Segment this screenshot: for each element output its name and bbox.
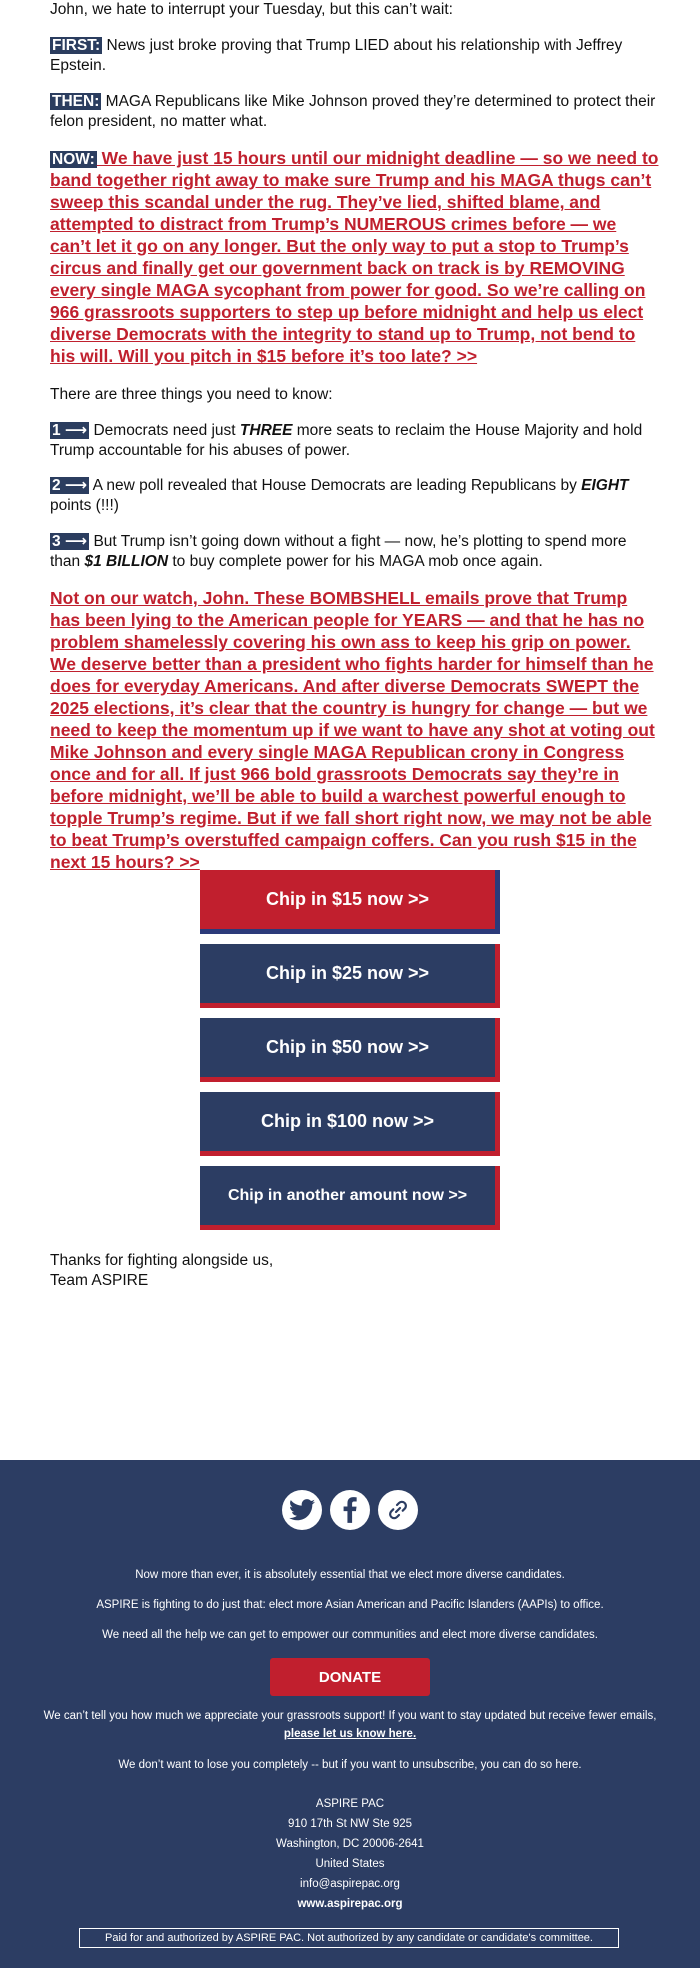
point-2-tag: 2 ⟶ xyxy=(52,477,88,494)
footer-line-1: Now more than ever, it is absolutely essential that we elect more diverse candidates. xyxy=(135,1569,565,1581)
watch-paragraph xyxy=(50,588,660,874)
footer-line-3: We need all the help we can get to empower our communities and elect more diverse candidates. xyxy=(102,1629,598,1641)
address-line-2: Washington, DC 20006-2641 xyxy=(276,1838,424,1850)
three-things-text: There are three things you need to know: xyxy=(50,386,333,403)
then-tag: THEN: xyxy=(52,93,100,110)
watch-donate-link[interactable]: Not on our watch, John. These BOMBSHELL emails prove that Trump has been lying to the American people for YEARS — and that he has no problem shamelessly covering his own ass to keep his grip on power. We deserve better than a president who fights harder for himself than he does for everyday Americans. And after diverse Democrats SWEPT the 2025 elections, it’s clear that the country is hungry for change — but we need to keep the momentum up if we want to have any shot at voting out Mike Johnson and every single MAGA Republican crony in Congress once and for all. If just 966 bold grassroots Democrats say they’re in before midnight, we’ll be able to build a warchest powerful enough to topple Trump’s regime. But if we fall short right now, we may not be able to beat Trump’s overstuffed campaign coffers. Can you rush $15 in the next 15 hours? >> xyxy=(50,588,655,872)
point-1 xyxy=(50,421,660,461)
point-1-emphasis: THREE xyxy=(239,422,293,439)
contact-email[interactable]: info@aspirepac.org xyxy=(300,1878,400,1890)
website-link[interactable]: www.aspirepac.org xyxy=(297,1898,403,1910)
now-donate-link[interactable]: We have just 15 hours until our midnight deadline — so we need to band together right away to make sure Trump and his MAGA thugs can’t sweep this scandal under the rug. They’ve lied, shifted blame, and attempted to distract from Trump’s NUMEROUS crimes before — we can’t let it go on any longer. But the only way to put a stop to Trump’s circus and finally get our government back on track is by REMOVING every single MAGA sycophant from power for good. So we’re calling on 966 grassroots supporters to step up before midnight and help us elect diverse Democrats with the integrity to stand up to Trump, not bend to his will. Will you pitch in $15 before it’s too late? >> xyxy=(50,148,659,366)
point-3-emphasis: $1 BILLION xyxy=(84,553,169,570)
appreciate-text: We can’t tell you how much we appreciate your grassroots support! If you want to stay updated but receive fewer emails, xyxy=(43,1710,657,1722)
chip-100-button[interactable]: Chip in $100 now >> xyxy=(200,1092,500,1156)
chip-15-button[interactable]: Chip in $15 now >> xyxy=(200,870,500,934)
footer xyxy=(0,1460,700,1968)
org-name: ASPIRE PAC xyxy=(315,1798,385,1810)
point-3-pre: But Trump isn’t going down without a fight — now, he’s plotting to spend more than xyxy=(50,533,627,570)
donate-button[interactable]: DONATE xyxy=(270,1658,430,1696)
link-icon[interactable] xyxy=(378,1490,418,1530)
then-paragraph xyxy=(50,92,660,132)
chip-50-button[interactable]: Chip in $50 now >> xyxy=(200,1018,500,1082)
point-3-post: to buy complete power for his MAGA mob once again. xyxy=(168,553,543,570)
address-line-1: 910 17th St NW Ste 925 xyxy=(287,1818,413,1830)
social-links xyxy=(0,1490,700,1530)
first-tag: FIRST: xyxy=(52,37,101,54)
point-3 xyxy=(50,532,660,572)
address-country: United States xyxy=(315,1858,385,1870)
now-tag: NOW: xyxy=(52,151,95,168)
appreciate-link-row xyxy=(0,1728,700,1740)
point-1-post: more seats to reclaim the House Majority and hold Trump accountable for his abuses of power. xyxy=(50,422,643,459)
point-2-post: points (!!!) xyxy=(50,497,119,514)
point-2-emphasis: EIGHT xyxy=(581,477,629,494)
point-2-pre: A new poll revealed that House Democrats are leading Republicans by xyxy=(89,477,582,494)
first-paragraph xyxy=(50,36,660,76)
chip-25-button[interactable]: Chip in $25 now >> xyxy=(200,944,500,1008)
chip-other-button[interactable]: Chip in another amount now >> xyxy=(200,1166,500,1230)
unsubscribe-text[interactable]: We don’t want to lose you completely -- but if you want to unsubscribe, you can do so here. xyxy=(118,1759,582,1771)
point-2 xyxy=(50,476,660,516)
then-text: MAGA Republicans like Mike Johnson proved they’re determined to protect their felon president, no matter what. xyxy=(50,93,656,130)
point-1-tag: 1 ⟶ xyxy=(52,422,88,439)
signoff-line-2: Team ASPIRE xyxy=(50,1272,149,1289)
point-3-tag: 3 ⟶ xyxy=(52,533,88,550)
footer-line-2: ASPIRE is fighting to do just that: elect more Asian American and Pacific Islanders (AAPIs) to office. xyxy=(96,1599,604,1611)
fewer-emails-link[interactable]: please let us know here. xyxy=(283,1728,417,1740)
now-paragraph xyxy=(50,148,660,368)
twitter-icon[interactable] xyxy=(282,1490,322,1530)
signoff-line-1: Thanks for fighting alongside us, xyxy=(50,1252,274,1269)
facebook-icon[interactable] xyxy=(330,1490,370,1530)
paid-for-disclaimer: Paid for and authorized by ASPIRE PAC. Not authorized by any candidate or candidate's committee. xyxy=(79,1928,619,1948)
point-1-pre: Democrats need just xyxy=(89,422,240,439)
intro-text: John, we hate to interrupt your Tuesday, but this can’t wait: xyxy=(50,1,453,18)
first-text: News just broke proving that Trump LIED about his relationship with Jeffrey Epstein. xyxy=(50,37,623,74)
signoff xyxy=(50,1251,273,1291)
